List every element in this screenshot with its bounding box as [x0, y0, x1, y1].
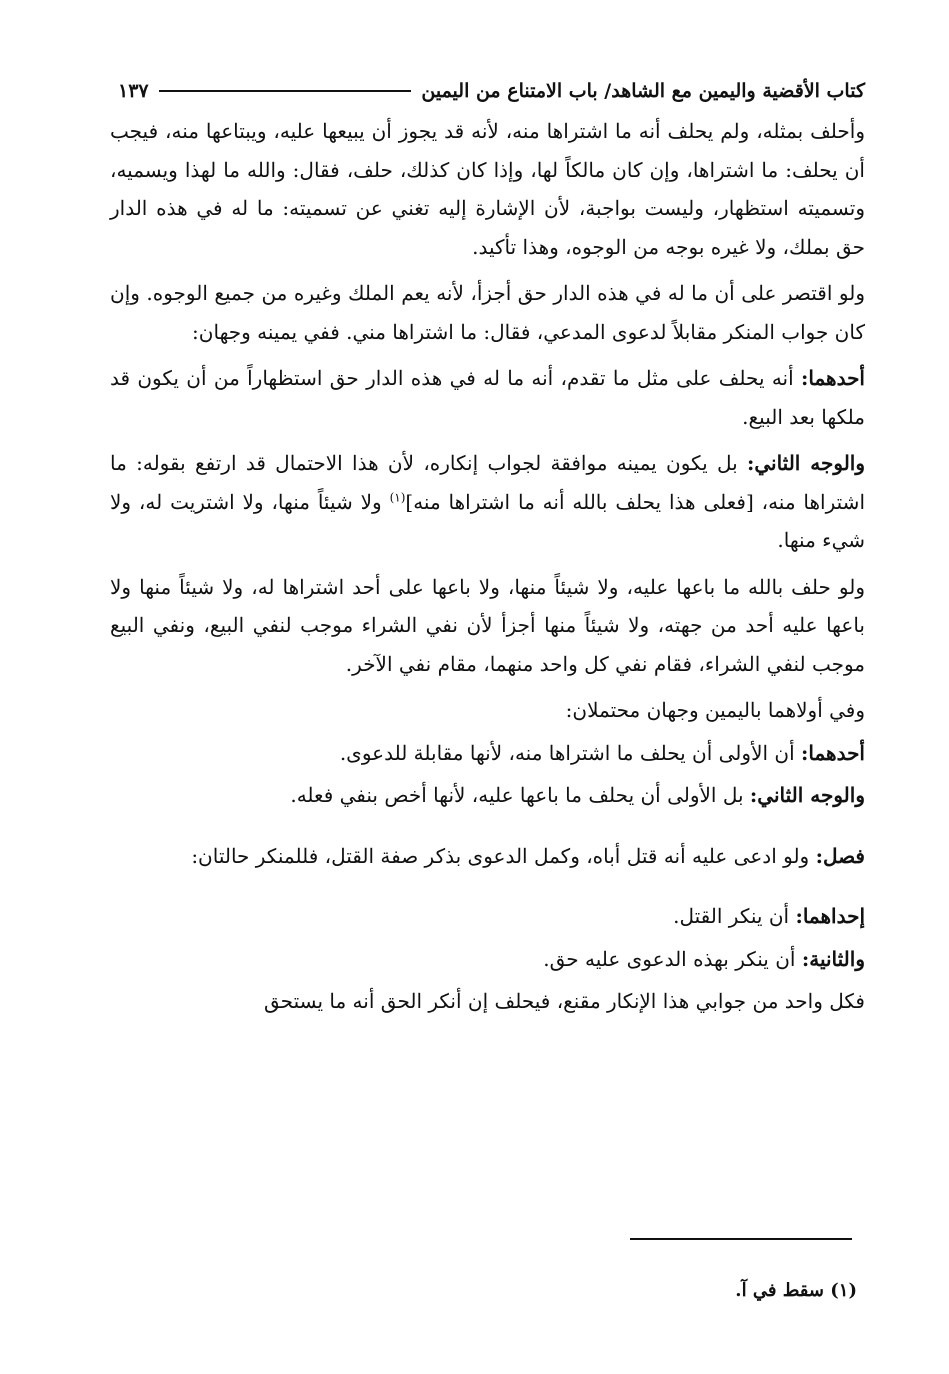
footnote-marker: (١) — [830, 1280, 857, 1301]
paragraph — [110, 982, 865, 1021]
footnote — [735, 1280, 857, 1301]
paragraph-lead: والوجه الثاني: — [746, 451, 865, 475]
paragraph-text: بل الأولى أن يحلف ما باعها عليه، لأنها أخص بنفي فعله. — [290, 783, 750, 807]
paragraph-text: وفي أولاهما باليمين وجهان محتملان: — [565, 698, 865, 722]
paragraph-text: أن ينكر القتل. — [673, 904, 796, 928]
footnote-marker: (١) — [389, 489, 406, 504]
main-text — [110, 112, 865, 1029]
running-header — [118, 76, 865, 106]
paragraph — [110, 274, 865, 351]
paragraph — [110, 691, 865, 730]
paragraph — [110, 940, 865, 979]
header-rule — [159, 90, 412, 92]
paragraph — [110, 897, 865, 936]
paragraph-text: أن ينكر بهذه الدعوى عليه حق. — [543, 946, 802, 971]
paragraph-lead: إحداهما: — [795, 904, 865, 928]
paragraph-lead: أحدهما: — [800, 740, 865, 765]
paragraph-lead: والثانية: — [801, 946, 865, 971]
footnote-text: سقط في آ. — [735, 1280, 824, 1301]
paragraph — [110, 112, 865, 266]
paragraph-text: ولا شيئاً منها، ولا اشتريت له، ولا شيء منها. — [110, 489, 865, 552]
paragraph — [110, 568, 865, 684]
paragraph-text: فكل واحد من جوابي هذا الإنكار مقنع، فيحلف إن أنكر الحق أنه ما يستحق — [264, 989, 865, 1013]
paragraph — [110, 444, 865, 560]
page-number: ١٣٧ — [118, 80, 149, 102]
paragraph — [110, 359, 865, 436]
paragraph-text: ولو ادعى عليه أنه قتل أباه، وكمل الدعوى بذكر صفة القتل، فللمنكر حالتان: — [191, 843, 816, 868]
paragraph-text: أنه يحلف على مثل ما تقدم، أنه ما له في هذه الدار حق استظهاراً من أن يكون قد ملكها بعد البيع. — [110, 366, 865, 429]
paragraph — [110, 776, 865, 815]
paragraph-text: وأحلف بمثله، ولم يحلف أنه ما اشتراها منه، لأنه قد يجوز أن يبيعها عليه، ويبتاعها منه، فيجب أن يحلف: ما اشتراها، وإن كان مالكاً لها، وإذا كان كذلك، حلف، فقال: والله ما لهذا ويسميه، وتسميته استظهار، وليست بواجبة، لأن الإشارة إليه تغني عن تسميته: ما له في هذه الدار حق بملك، ولا غيره بوجه من الوجوه، وهذا تأكيد. — [110, 119, 865, 259]
header-title: كتاب الأقضية واليمين مع الشاهد/ باب الامتناع من اليمين — [421, 80, 865, 102]
paragraph-text: بل يكون يمينه موافقة لجواب إنكاره، لأن هذا الاحتمال قد ارتفع بقوله: ما اشتراها منه، [فعلى هذا يحلف بالله أنه ما اشتراها منه] — [110, 451, 865, 514]
paragraph-text: ولو حلف بالله ما باعها عليه، ولا شيئاً منها، ولا باعها على أحد اشتراها له، ولا شيئاً منها ولا باعها عليه أحد من جهته، ولا شيئاً منها أجزأ لأن نفي الشراء موجب لنفي البيع، ونفي البيع موجب لنفي الشراء، فقام نفي كل واحد منهما، مقام نفي الآخر. — [110, 574, 865, 676]
paragraph-lead: أحدهما: — [800, 366, 865, 390]
paragraph-lead: فصل: — [815, 843, 865, 868]
footnote-divider — [630, 1238, 852, 1240]
paragraph-text: ولو اقتصر على أن ما له في هذه الدار حق أجزأ، لأنه يعم الملك وغيره من جميع الوجوه. وإن كان جواب المنكر مقابلاً لدعوى المدعي، فقال: ما اشتراها مني. ففي يمينه وجهان: — [110, 281, 865, 344]
paragraph-text: أن الأولى أن يحلف ما اشتراها منه، لأنها مقابلة للدعوى. — [339, 740, 801, 765]
paragraph — [110, 837, 865, 876]
paragraph-lead: والوجه الثاني: — [749, 783, 865, 807]
paragraph — [110, 734, 865, 773]
